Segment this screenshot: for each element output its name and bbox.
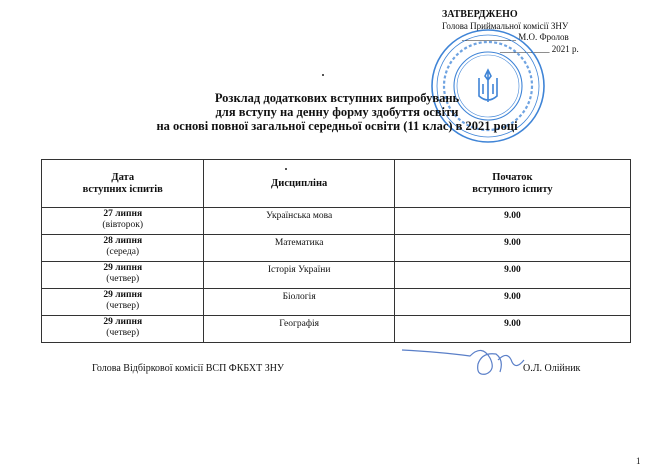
row-weekday: (вівторок) bbox=[102, 219, 144, 230]
row-date-cell bbox=[42, 316, 204, 343]
row-date-cell bbox=[42, 262, 204, 289]
row-discipline: Біологія bbox=[204, 289, 394, 316]
document-heading bbox=[0, 91, 650, 133]
header-start-line-1: Початок bbox=[492, 171, 533, 183]
row-weekday: (середа) bbox=[106, 246, 140, 257]
row-time: 9.00 bbox=[394, 262, 630, 289]
row-date-cell bbox=[42, 289, 204, 316]
row-time: 9.00 bbox=[394, 208, 630, 235]
row-discipline: Українська мова bbox=[204, 208, 394, 235]
header-date-line-2: вступних іспитів bbox=[82, 183, 163, 195]
row-time: 9.00 bbox=[394, 235, 630, 262]
table-row bbox=[42, 289, 631, 316]
row-weekday: (четвер) bbox=[106, 327, 140, 338]
table-row bbox=[42, 262, 631, 289]
page-number: 1 bbox=[636, 456, 641, 466]
heading-line-1: Розклад додаткових вступних випробувань bbox=[214, 91, 460, 105]
row-date: 28 липня bbox=[103, 236, 143, 246]
row-date-cell bbox=[42, 235, 204, 262]
row-date: 29 липня bbox=[103, 290, 143, 300]
row-date: 29 липня bbox=[103, 317, 143, 327]
header-date bbox=[42, 160, 204, 208]
row-date: 29 липня bbox=[103, 263, 143, 273]
header-start-line-2: вступного іспиту bbox=[472, 183, 553, 195]
row-weekday: (четвер) bbox=[106, 273, 140, 284]
scan-speck bbox=[285, 168, 287, 170]
heading-line-2: для вступу на денну форму здобуття освіти bbox=[215, 105, 459, 119]
scan-speck bbox=[322, 74, 324, 76]
approval-line-position: Голова Приймальної комісії ЗНУ bbox=[442, 20, 569, 31]
row-discipline: Математика bbox=[204, 235, 394, 262]
table-row bbox=[42, 208, 631, 235]
row-discipline: Географія bbox=[204, 316, 394, 343]
header-discipline: Дисципліна bbox=[204, 160, 394, 208]
approval-line-date: ___________ 2021 р. bbox=[500, 43, 579, 54]
header-date-line-1: Дата bbox=[111, 171, 135, 183]
schedule-table bbox=[41, 159, 631, 343]
footer-signatory-name: О.Л. Олійник bbox=[523, 363, 581, 374]
footer-signatory-position: Голова Відбіркової комісії ВСП ФКБХТ ЗНУ bbox=[92, 363, 285, 374]
row-time: 9.00 bbox=[394, 316, 630, 343]
row-time: 9.00 bbox=[394, 289, 630, 316]
approval-line-signatory: ____________ М.О. Фролов bbox=[462, 32, 569, 42]
approval-title: ЗАТВЕРДЖЕНО bbox=[442, 9, 518, 20]
handwritten-signature bbox=[400, 330, 550, 385]
table-header-row bbox=[42, 160, 631, 208]
row-discipline: Історія України bbox=[204, 262, 394, 289]
table-row bbox=[42, 235, 631, 262]
row-date-cell bbox=[42, 208, 204, 235]
heading-line-3: на основі повної загальної середньої освіти (11 клас) в 2021 році bbox=[156, 119, 518, 133]
row-weekday: (четвер) bbox=[106, 300, 140, 311]
header-start bbox=[394, 160, 630, 208]
row-date: 27 липня bbox=[103, 209, 143, 219]
